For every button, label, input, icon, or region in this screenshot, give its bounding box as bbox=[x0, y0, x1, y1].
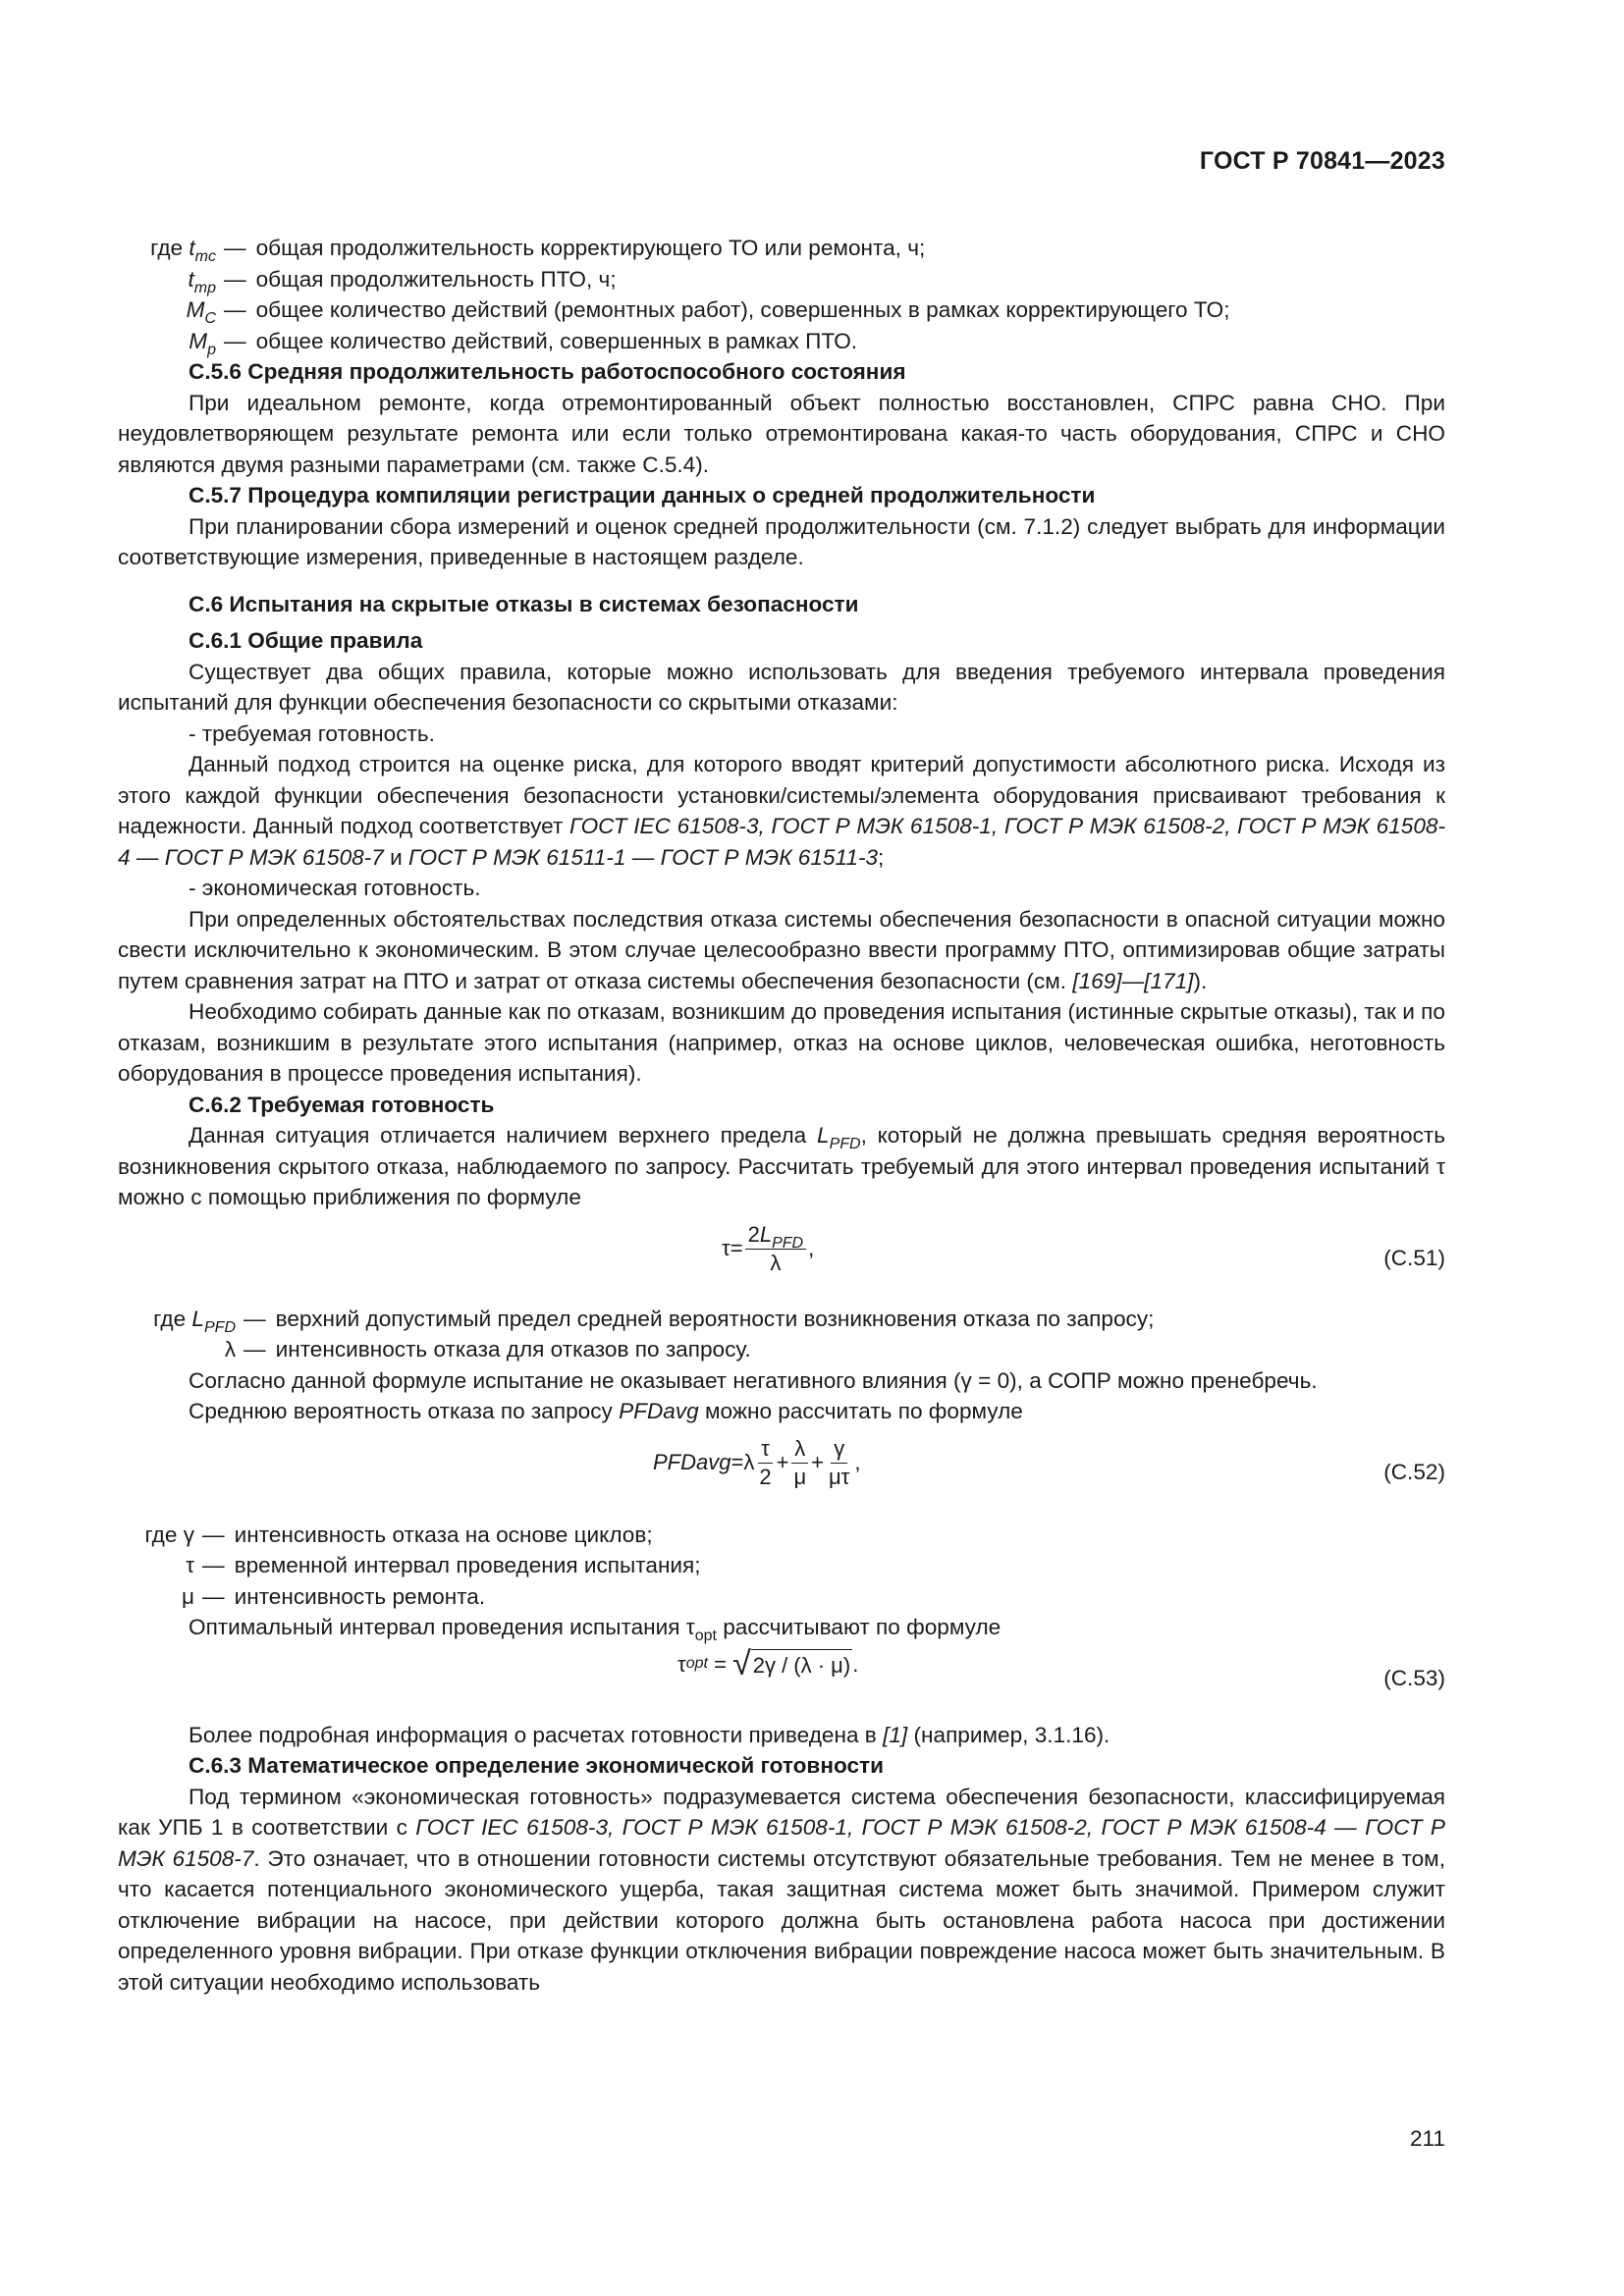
standard-reference: ГОСТ Р МЭК 61511-1 — ГОСТ Р МЭК 61511-3 bbox=[408, 844, 879, 870]
standard-reference: ГОСТ IEC 61508-3, ГОСТ Р МЭК 61508-1, ГОСТ Р МЭК 61508-2, ГОСТ Р МЭК 61508-4 — ГОСТ Р МЭК 61508-7 bbox=[118, 1815, 1445, 1871]
where-item: $M_C$ — общее количество действий (ремонтных работ), совершенных в рамках корректирующего ТО; bbox=[186, 297, 1230, 327]
section-heading-c557: С.5.7 Процедура компиляции регистрации данных о средней продолжительности bbox=[189, 483, 1096, 507]
where-item: где $t_{mc}$ — общая продолжительность корректирующего ТО или ремонта, ч; bbox=[150, 236, 926, 265]
where-list-3 bbox=[118, 1520, 1445, 1613]
where-item: где γ — интенсивность отказа на основе циклов; bbox=[144, 1522, 653, 1547]
formula-number: (С.51) bbox=[1383, 1245, 1445, 1270]
section-heading-c62: С.6.2 Требуемая готовность bbox=[189, 1092, 495, 1117]
paragraph: Под термином «экономическая готовность» подразумевается система обеспечения безопасности, классифицируемая как УПБ 1 в соответствии с ГОСТ IEC 61508-3, ГОСТ Р МЭК 61508-1, ГОСТ Р МЭК 61508-2, ГОСТ Р МЭК 61508-4 — ГОСТ Р МЭК 61508-7. Это означает, что в отношении готовности системы отсутствуют обязательные требования. Тем не менее в том, что касается потенциального экономического ущерба, такая защитная система может быть значимой. Примером служит отключение вибрации на насосе, при действии которого должна быть остановлена работа насоса при достижении определенного уровня вибрации. При отказе функции отключения вибрации повреждение насоса может быть значительным. В этой ситуации необходимо использовать bbox=[118, 1784, 1445, 1995]
bibliography-reference: [1] bbox=[883, 1722, 908, 1747]
section-heading-c6: С.6 Испытания на скрытые отказы в системах безопасности bbox=[189, 591, 859, 616]
formula-c53: τ opt = √ 2γ / (λ · μ) . (С.53) bbox=[118, 1649, 1445, 1720]
formula-number: (С.52) bbox=[1383, 1459, 1445, 1484]
list-item: - экономическая готовность. bbox=[189, 876, 481, 900]
paragraph: При определенных обстоятельствах последствия отказа системы обеспечения безопасности в опасной ситуации можно свести исключительно к экономическим. В этом случае целесообразно ввести программу ПТО, оптимизировав общие затраты путем сравнения затрат на ПТО и затрат от отказа системы обеспечения безопасности (см. [169]—[171]). bbox=[118, 906, 1445, 993]
section-heading-c63: С.6.3 Математическое определение экономической готовности bbox=[189, 1753, 884, 1778]
where-item: где $L_{PFD}$ — верхний допустимый предел средней вероятности возникновения отказа по запросу; bbox=[153, 1306, 1155, 1336]
formula-c51: τ = $\frac{2L_{PFD}}{\lambda}$ , (С.51) bbox=[722, 1221, 1445, 1275]
where-item: λ — интенсивность отказа для отказов по запросу. bbox=[224, 1337, 751, 1362]
where-list-2 bbox=[118, 1304, 1445, 1365]
paragraph: Данный подход строится на оценке риска, для которого вводят критерий допустимости абсолютного риска. Исходя из этого каждой функции обеспечения безопасности установки/системы/элемента оборудования присваивают требования к надежности. Данный подход соответствует ГОСТ IEC 61508-3, ГОСТ Р МЭК 61508-1, ГОСТ Р МЭК 61508-2, ГОСТ Р МЭК 61508-4 — ГОСТ Р МЭК 61508-7 и ГОСТ Р МЭК 61511-1 — ГОСТ Р МЭК 61511-3; bbox=[118, 752, 1445, 870]
where-item: τ — временной интервал проведения испытания; bbox=[186, 1553, 701, 1577]
where-item: $t_{mp}$ — общая продолжительность ПТО, ч; bbox=[188, 266, 617, 296]
standard-reference: ГОСТ IEC 61508-3, ГОСТ Р МЭК 61508-1, ГОСТ Р МЭК 61508-2, ГОСТ Р МЭК 61508-4 — ГОСТ Р МЭК 61508-7 bbox=[118, 814, 1445, 870]
paragraph: Среднюю вероятность отказа по запросу PFDavg можно рассчитать по формуле bbox=[189, 1399, 1023, 1423]
paragraph: При планировании сбора измерений и оценок средней продолжительности (см. 7.1.2) следует выбрать для информации соответствующие измерения, приведенные в настоящем разделе. bbox=[118, 513, 1445, 569]
where-item: μ — интенсивность ремонта. bbox=[181, 1583, 486, 1609]
where-list-1 bbox=[118, 233, 1445, 356]
paragraph: Более подробная информация о расчетах готовности приведена в [1] (например, 3.1.16). bbox=[189, 1722, 1110, 1747]
paragraph: Существует два общих правила, которые можно использовать для введения требуемого интервала проведения испытаний для функции обеспечения безопасности со скрытыми отказами: bbox=[118, 659, 1445, 715]
page-number: 211 bbox=[1409, 2126, 1445, 2151]
section-heading-c61: С.6.1 Общие правила bbox=[189, 628, 423, 653]
paragraph: При идеальном ремонте, когда отремонтированный объект полностью восстановлен, СПРС равна СНО. При неудовлетворяющем результате ремонта или если только отремонтирована какая-то часть оборудования, СПРС и СНО являются двумя разными параметрами (см. также С.5.4). bbox=[118, 390, 1445, 477]
document-header-id: ГОСТ Р 70841—2023 bbox=[1199, 147, 1445, 175]
list-item: - требуемая готовность. bbox=[189, 721, 435, 746]
paragraph: Данная ситуация отличается наличием верхнего предела $L_{PFD}$, который не должна превышать средняя вероятность возникновения скрытого отказа, наблюдаемого по запросу. Рассчитать требуемый для этого интервал проведения испытаний τ можно с помощью приближения по формуле bbox=[118, 1123, 1445, 1209]
paragraph: Необходимо собирать данные как по отказам, возникшим до проведения испытания (истинные скрытые отказы), так и по отказам, возникшим в результате этого испытания (например, отказ на основе циклов, человеческая ошибка, неготовность оборудования в процессе проведения испытания). bbox=[118, 999, 1445, 1086]
bibliography-reference: [169]—[171] bbox=[1072, 968, 1194, 993]
paragraph: Оптимальный интервал проведения испытания $\tau_{opt}$ рассчитывают по формуле bbox=[189, 1615, 1001, 1644]
formula-number: (С.53) bbox=[1383, 1665, 1445, 1690]
formula-c52: PFDavg = λ $\frac{\tau}{2}$ + $\frac{\lambda}{\mu}$ + $\frac{\gamma}{\mu\tau}$ , (С.52) bbox=[653, 1435, 1445, 1489]
where-item: $M_p$ — общее количество действий, совершенных в рамках ПТО. bbox=[189, 328, 858, 358]
paragraph: Согласно данной формуле испытание не оказывает негативного влияния (γ = 0), а СОПР можно пренебречь. bbox=[189, 1367, 1318, 1393]
page-content bbox=[118, 233, 1445, 1998]
section-heading-c556: С.5.6 Средняя продолжительность работоспособного состояния bbox=[189, 359, 906, 384]
